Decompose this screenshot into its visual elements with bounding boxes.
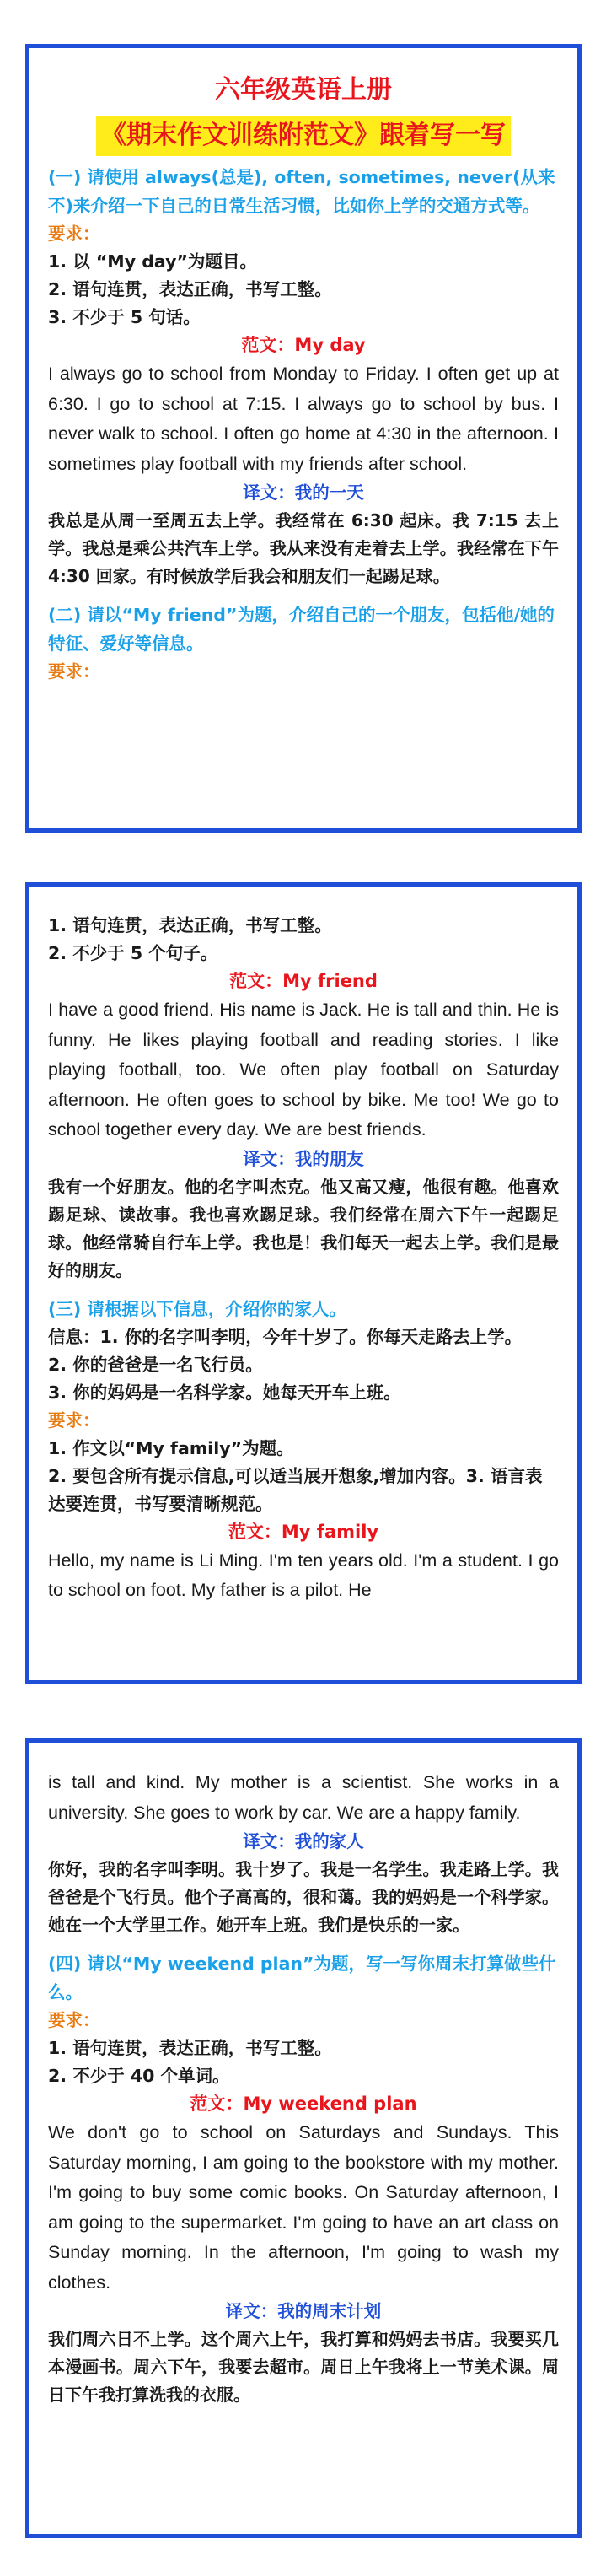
section-3-info: 2. 你的爸爸是一名飞行员。 bbox=[48, 1354, 263, 1375]
section-2-requirement: 1. 语句连贯，表达正确，书写工整。 bbox=[48, 915, 332, 935]
section-3-prompt: (三) 请根据以下信息，介绍你的家人。 bbox=[48, 1298, 346, 1319]
translation-prefix: 译文： bbox=[243, 482, 295, 503]
sample-title: My day bbox=[294, 335, 366, 355]
section-1-requirement: 3. 不少于 5 句话。 bbox=[48, 307, 201, 327]
translation-title: 我的周末计划 bbox=[277, 2301, 382, 2321]
page-card-2 bbox=[25, 882, 582, 1684]
section-3-translation-text: 你好，我的名字叫李明。我十岁了。我是一名学生。我走路上学。我爸爸是个飞行员。他个子高高的，很和蔼。我的妈妈是一个科学家。她在一个大学里工作。她开车上班。我们是快乐的一家。 bbox=[48, 1859, 559, 1935]
section-2-sample-heading bbox=[48, 967, 559, 995]
translation-prefix: 译文： bbox=[243, 1148, 295, 1169]
sample-title: My friend bbox=[282, 971, 378, 991]
section-1-sample-heading bbox=[48, 331, 559, 359]
section-4-sample-text: We don't go to school on Saturdays and Sundays. This Saturday morning, I am going to the bookstore with my mother. I'm going to buy some comic books. On Saturday afternoon, I am going to the supermarket. I'm going to have an art class on Sunday morning. In the afternoon, I'm going to wash my clothes. bbox=[48, 2122, 559, 2293]
sample-title: My weekend plan bbox=[243, 2094, 417, 2114]
spacer bbox=[48, 590, 559, 601]
section-1-sample-text: I always go to school from Monday to Friday. I often get up at 6:30. I go to school at 7:15. I always go to school by bus. I never walk to school. I often go home at 4:30 in the afternoon. I sometimes play football with my friends after school. bbox=[48, 364, 559, 474]
spacer bbox=[48, 1939, 559, 1949]
translation-prefix: 译文： bbox=[243, 1831, 295, 1851]
section-2-requirement: 2. 不少于 5 个句子。 bbox=[48, 943, 218, 963]
section-1-translation-text: 我总是从周一至周五去上学。我经常在 6:30 起床。我 7:15 去上学。我总是乘公共汽车上学。我从来没有走着去上学。我经常在下午 4:30 回家。有时候放学后我会和朋友们一起踢足球。 bbox=[48, 510, 559, 586]
subtitle-wrapper bbox=[48, 116, 559, 156]
section-2-translation-heading bbox=[48, 1145, 559, 1173]
sample-title: My family bbox=[281, 1521, 379, 1542]
section-3-sample-text-part1: Hello, my name is Li Ming. I'm ten years old. I'm a student. I go to school on foot. My father is a pilot. He bbox=[48, 1549, 559, 1600]
page-card-3 bbox=[25, 1738, 582, 2538]
sample-prefix: 范文： bbox=[229, 971, 283, 991]
section-3-info: 3. 你的妈妈是一名科学家。她每天开车上班。 bbox=[48, 1382, 401, 1403]
section-3-requirement: 1. 作文以“My family”为题。 bbox=[48, 1437, 294, 1458]
page-subtitle: 《期末作文训练附范文》跟着写一写 bbox=[96, 116, 511, 156]
spacer bbox=[48, 1758, 559, 1768]
section-1-prompt: (一) 请使用 always(总是), often, sometimes, never(从来不)来介绍一下自己的日常生活习惯，比如你上学的交通方式等。 bbox=[48, 167, 555, 216]
section-3-sample-text-part2: is tall and kind. My mother is a scientist. She works in a university. She goes to work by car. We are a happy family. bbox=[48, 1772, 559, 1823]
translation-prefix: 译文： bbox=[225, 2301, 278, 2321]
section-1-requirement: 2. 语句连贯，表达正确，书写工整。 bbox=[48, 279, 332, 299]
section-4-requirements-label: 要求： bbox=[48, 2010, 100, 2030]
translation-title: 我的朋友 bbox=[294, 1148, 364, 1169]
section-4-requirement: 2. 不少于 40 个单词。 bbox=[48, 2066, 230, 2086]
section-1-requirement: 1. 以 “My day”为题目。 bbox=[48, 251, 257, 272]
section-4-translation-heading bbox=[48, 2298, 559, 2325]
section-1-requirements-label: 要求： bbox=[48, 224, 100, 244]
sample-prefix: 范文： bbox=[241, 335, 295, 355]
section-1-translation-heading bbox=[48, 479, 559, 507]
spacer bbox=[48, 902, 559, 912]
section-3-translation-heading bbox=[48, 1828, 559, 1856]
page-card-1 bbox=[25, 44, 582, 833]
section-4-requirement: 1. 语句连贯，表达正确，书写工整。 bbox=[48, 2038, 332, 2058]
translation-title: 我的家人 bbox=[294, 1831, 364, 1851]
sample-prefix: 范文： bbox=[190, 2094, 244, 2114]
sample-prefix: 范文： bbox=[228, 1521, 282, 1542]
section-3-sample-heading bbox=[48, 1518, 559, 1546]
section-2-prompt: (二) 请以“My friend”为题，介绍自己的一个朋友，包括他/她的特征、爱好等信息。 bbox=[48, 605, 555, 654]
section-2-sample-text: I have a good friend. His name is Jack. He is tall and thin. He is funny. He likes playing football and reading stories. I like playing football, too. We often play football on Saturday afternoon. He often goes to school by bike. Me too! We go to school together every day. We are best friends. bbox=[48, 1000, 559, 1140]
section-3-requirements-label: 要求： bbox=[48, 1409, 100, 1431]
translation-title: 我的一天 bbox=[294, 482, 364, 503]
section-4-prompt: (四) 请以“My weekend plan”为题，写一写你周末打算做些什么。 bbox=[48, 1954, 556, 2002]
section-4-translation-text: 我们周六日不上学。这个周六上午，我打算和妈妈去书店。我要买几本漫画书。周六下午，我要去超市。周日上午我将上一节美术课。周日下午我打算洗我的衣服。 bbox=[48, 2329, 559, 2405]
page-title: 六年级英语上册 bbox=[215, 75, 392, 105]
section-3-info: 信息：1. 你的名字叫李明，今年十岁了。你每天走路去上学。 bbox=[48, 1326, 523, 1347]
section-3-requirement: 2. 要包含所有提示信息,可以适当展开想象,增加内容。3. 语言表达要连贯，书写要清晰规范。 bbox=[48, 1465, 543, 1514]
spacer bbox=[48, 1285, 559, 1295]
section-4-sample-heading bbox=[48, 2090, 559, 2118]
section-2-requirements-label: 要求： bbox=[48, 661, 100, 682]
section-2-translation-text: 我有一个好朋友。他的名字叫杰克。他又高又瘦，他很有趣。他喜欢踢足球、读故事。我也喜欢踢足球。我们经常在周六下午一起踢足球。他经常骑自行车上学。我也是！我们每天一起去上学。我们是最好的朋友。 bbox=[48, 1176, 559, 1280]
